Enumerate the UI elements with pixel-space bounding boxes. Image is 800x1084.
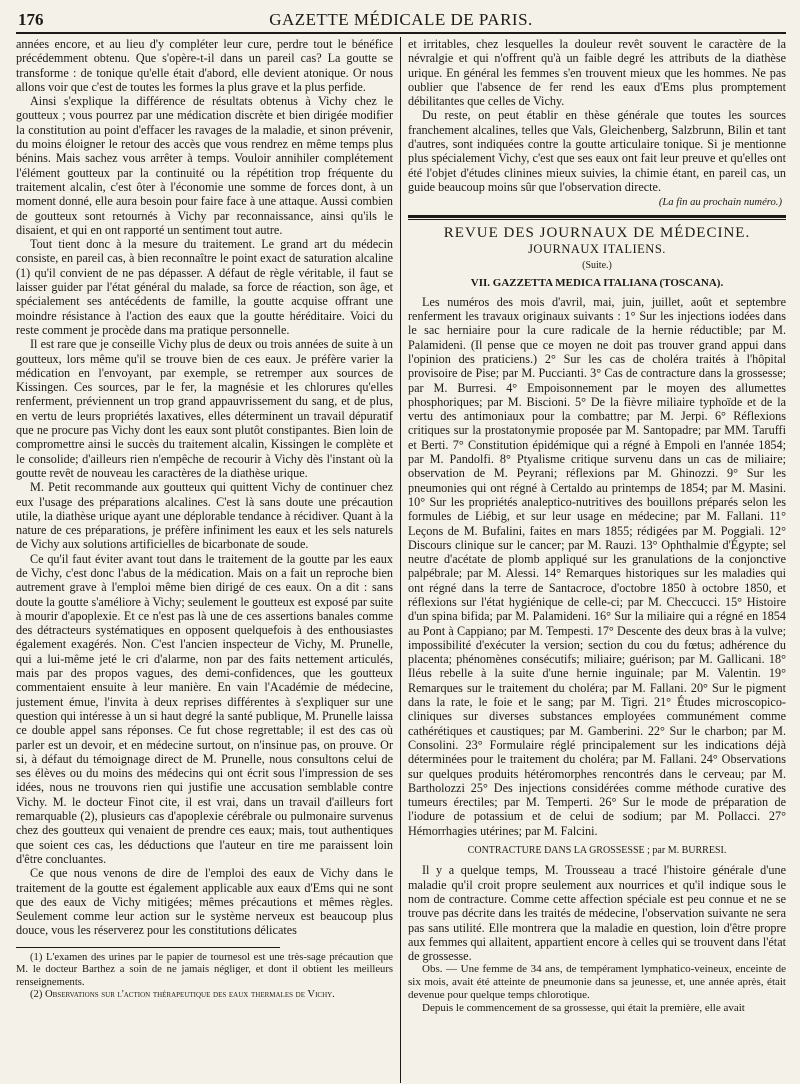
observation-paragraph: Obs. — Une femme de 34 ans, de tempérament lymphatico-veineux, enceinte de six mois, avait été atteinte de pneumonie dans sa jeunesse, et, une année après, était devenue pour quelque temps chlorotique. — [408, 963, 786, 1002]
review-title: REVUE DES JOURNAUX DE MÉDECINE. — [443, 224, 751, 241]
article-paragraph: Il y a quelque temps, M. Trousseau a tracé l'histoire générale d'une maladie qu'il croit propre seulement aux nourrices et qu'il indique sous le nom de contracture. Comme cette affection spéciale est peu connue et ne se trouve pas décrite dans les traités de médecine, l'observation suivante ne sera pas sans utilité. Elle montrera que la maladie en question, loin d'être propre aux femmes qui allaitent, appartient encore à celles qui se trouvent dans l'état de grossesse. — [408, 863, 786, 964]
paragraph: Tout tient donc à la mesure du traitement. Le grand art du médecin consiste, en pareil cas, à bien reconnaître le point exact de saturation alcaline (1) qu'il convient de ne pas dépasser. A défaut de règle véritable, il faut se laisser guider par l'état général du malade, sa force de réaction, son âge, et spécialement ses antécédents de famille, la goutte acquise offrant une moindre résistance à l'action des eaux que la goutte héréditaire. Voici du reste comment je procède dans ma pratique personnelle. — [16, 237, 393, 337]
footnote: (1) L'examen des urines par le papier de tournesol est une très-sage précaution que M. le docteur Barthez a soin de ne jamais négliger, et dont il obtient les meilleurs renseignements. — [16, 951, 393, 988]
left-column — [16, 37, 400, 1083]
page-number: 176 — [18, 10, 44, 29]
paragraph: années encore, et au lieu d'y compléter leur cure, perdre tout le bénéfice précédemment obtenu. Que s'opère-t-il dans un pareil cas? La goutte se transforme : de tonique qu'elle était d'abord, elle devient atonique. Or nous allons voir que c'est de toutes les formes la plus grave et la plus perfide. — [16, 37, 393, 94]
paragraph: Du reste, on peut établir en thèse générale que toutes les sources franchement alcalines, telles que Vals, Gleichenberg, Salzbrunn, Bilin et tant d'autres, sont indiquées contre la goutte articulaire tonique. Si je mentionne plus spécialement Vichy, c'est que ses eaux ont fait leur preuve et qu'elles ont été l'objet d'études clinines mieux suivies, la chimie étant, en pareil cas, un guide beaucoup moins sûr que l'observation directe. — [408, 108, 786, 194]
paragraph: Ce qu'il faut éviter avant tout dans le traitement de la goutte par les eaux de Vichy, c'est donc l'abus de la médication. Mais on a fait un reproche bien autrement grave à l'emploi même bien dirigé de ces eaux. On a dit : sans doute la goutte s'améliore à Vichy; seulement le goutteux est exposé par suite à mourir d'apoplexie. Et ce n'est pas là une de ces assertions banales comme des détracteurs systématiques en opposent quelquefois à des enthousiastes également exagérés. Non. C'est l'ancien inspecteur de Vichy, M. Prunelle, qui a lui-même jeté le cri d'alarme, non par des faits nettement articulés, mais par des propos vagues, des demi-confidences, que les goutteux commentaient ensuite à leur manière. En vain l'Académie de médecine, justement émue, l'invita à deux reprises différentes à s'expliquer sur une question qui intéresse à un si haut degré la santé publique, M. Prunelle laissa ce double appel sans réponses. Ce fut chose regrettable; il est des cas où parler est un devoir, et en médecine surtout, on n'insinue pas, on prouve. Or si, à défaut du témoignage direct de M. Prunelle, nous consultons celui de ses élèves ou du moins des médecins qui ont écrit sous l'impression de ses idées, nous ne trouvons rien qui justifie une accusation semblable contre Vichy. M. le docteur Finot cite, il est vrai, dans un travail d'ailleurs fort remarquable (2), plusieurs cas d'apoplexie cérébrale ou pulmonaire survenus chez des goutteux qui venaient de prendre ces eaux; mais, tout authentiques que soient ces cas, les déductions que l'auteur en tire me paraissent loin d'être concluantes. — [16, 551, 393, 866]
footnote-divider — [16, 947, 280, 948]
paragraph: Il est rare que je conseille Vichy plus de deux ou trois années de suite à un goutteux, lors même qu'il se trouve bien de ces eaux. Je préfère varier la médication en l'envoyant, par exemple, se retremper aux sources de Kissingen. Ces sources, par le fer, la magnésie et les chlorures qu'elles renferment, préviennent un trop grand appauvrissement du sang, et de plus, en vertu de leurs propriétés laxatives, elles déterminent un travail dépuratif que ne procure pas Vichy dont les eaux sont plutôt constipantes. Bien loin de compromettre ainsi le succès du traitement alcalin, Kissingen le complète et le consolide; d'ailleurs rien n'empêche de recourir à Vichy dès l'instant où la goutte revêt de nouveau les caractères de la diathèse urique. — [16, 337, 393, 480]
suite-label: (Suite.) — [582, 260, 612, 272]
paragraph: Ce que nous venons de dire de l'emploi des eaux de Vichy dans le traitement de la goutte est également applicable aux eaux d'Ems qui ne sont que des eaux de Vichy mitigées; mêmes précautions et mêmes règles. Seulement comme leur action sur le système nerveux est beaucoup plus douce, vous les réserverez pour les constitutions délicates — [16, 866, 393, 938]
observation-continuation: Depuis le commencement de sa grossesse, qui était la première, elle avait — [422, 1002, 745, 1015]
section-divider — [408, 215, 786, 218]
journals-subtitle: JOURNAUX ITALIENS. — [528, 241, 666, 256]
columns — [16, 37, 786, 1083]
journal-title: GAZETTE MÉDICALE DE PARIS. — [269, 10, 533, 29]
section-divider-thin — [408, 219, 786, 220]
footnote: (2) Observations sur l'action thérapeutique des eaux thermales de Vichy. — [30, 988, 335, 1000]
paragraph: M. Petit recommande aux goutteux qui quittent Vichy de continuer chez eux l'usage des préparations alcalines. C'est là sans doute une précaution utile, la diathèse urique ayant une déplorable tendance à récidiver. Quant à la nature de ces préparations, je préfère infiniment les eaux et les sels naturels de Vichy aux solutions artificielles de bicarbonate de soude. — [16, 480, 393, 552]
paragraph: Ainsi s'explique la différence de résultats obtenus à Vichy chez le goutteux ; vous pourrez par une médication discrète et bien dirigée modifier la constitution au point d'effacer les ravages de la maladie, et sinon prévenir, du moins éloigner le retour des accès que vous rendrez en même temps plus bénins. Mais sachez vous arrêter à temps. Vouloir annihiler complétement l'élément goutteux par la continuité ou la répétition trop fréquente du traitement alcalin, c'est ôter à l'économie une somme de forces dont, à un moment donné, elle aura besoin pour faire face à une attaque. Aussi combien de goutteux sont retournés à Vichy par reconnaissance, ainsi qu'ils le disaient, et qui en ont rapporté un sentiment tout autre. — [16, 94, 393, 237]
continuation-note: (La fin au prochain numéro.) — [658, 197, 782, 209]
right-column — [400, 37, 786, 1083]
section-heading: VII. GAZZETTA MEDICA ITALIANA (TOSCANA). — [470, 277, 724, 290]
review-paragraph: Les numéros des mois d'avril, mai, juin, juillet, août et septembre renferment les travaux originaux suivants : 1° Sur les injections iodées dans le sac herniaire pour la cure radicale de la hernie réductible; par M. Palamideni. (Il pense que ce moyen ne doit pas trouver grand appui dans l'opinion des praticiens.) 2° Sur les cas de choléra traités à l'hôpital provisoire de Pise; par M. Puccianti. 3° Cas de contracture dans la grossesse; par M. Burresi. 4° Empoisonnement par le moyen des allumettes phosphoriques; par M. Biscioni. 5° De la fièvre miliaire typhoïde et de la vertu des antimoniaux pour la combattre; par M. Jerpi. 6° Réflexions critiques sur la prostatonymie proposée par M. Santopadre; par MM. Taruffi et Berti. 7° Constitution épidémique qui a régné à Empoli en l'année 1854; par M. Pandolfi. 8° Ptyalisme critique survenu dans un cas de miliaire; observation de M. Peyrani; réflexions par M. Ghinozzi. 9° Sur les pneumonies qui ont régné à Certaldo au printemps de 1854; par M. Masini. 10° Sur les propriétés analeptico-nutritives des bouillons préparés selon les formules de Liébig, et sur leur usage en médecine; par M. Fallani. 11° Leçons de M. Bufalini, faites en mars 1855; rédigées par M. Poggiali. 12° Discours clinique sur le cancer; par M. Rauzi. 13° Ophthalmie d'Égypte; sel neutre d'acétate de plomb appliqué sur les granulations de la conjonctive palpébrale; par M. Alessi. 14° Remarques historiques sur les maladies qui ont régné dans la terre de Santacroce, d'octobre 1850 à octobre 1850, et réflexions sur l'état hygiénique de celle-ci; par M. Checcucci. 15° Histoire d'un spina bifida; par M. Palamideni. 16° Sur la miliaire qui a régné en 1854 au Pont à Cappiano; par M. Tempesti. 17° Descente des deux bras à la vulve; impossibilité d'exécuter la version; section du cou du fœtus; adhérence du placenta; phénomènes consécutifs; miliaire; guérison; par M. Gallicani. 18° Iléus rebelle à la suite d'une hernie inguinale; par M. Valentin. 19° Remarques sur le traitement du choléra; par M. Fallani. 20° Sur le pigment dans la rate, le foie et le sang; par M. Tigri. 21° Études microscopico-cliniques sur diverses substances employées communément comme cathérétiques et caustiques; par M. Gamberini. 22° Sur le charbon; par M. Consolini. 23° Formulaire réglé principalement sur les indications déjà déterminées pour le traitement du choléra; par M. Fallani. 24° Observations sur quelques produits hétéromorphes rencontrés dans le cerveau; par M. Bartholozzi 25° Des injections considérées comme méthode curative des tumeurs érectiles; par M. Temperti. 26° Sur le mode de préparation de l'iodure de potassium et de celui de sodium; par M. Pollacci. 27° Hémorrhagies utérines; par M. Falcini. — [408, 294, 786, 838]
page-header — [16, 8, 786, 34]
article-heading: CONTRACTURE DANS LA GROSSESSE ; par M. BURRESI. — [467, 845, 727, 857]
paragraph: et irritables, chez lesquelles la douleur revêt souvent le caractère de la névralgie et qui n'offrent qu'à un faible degré les attributs de la diathèse urique. En général les femmes s'en trouvent mieux que les hommes. Ne pas oublier que l'absence de fer rend les eaux d'Ems plus promptement débilitantes que celles de Vichy. — [408, 37, 786, 109]
